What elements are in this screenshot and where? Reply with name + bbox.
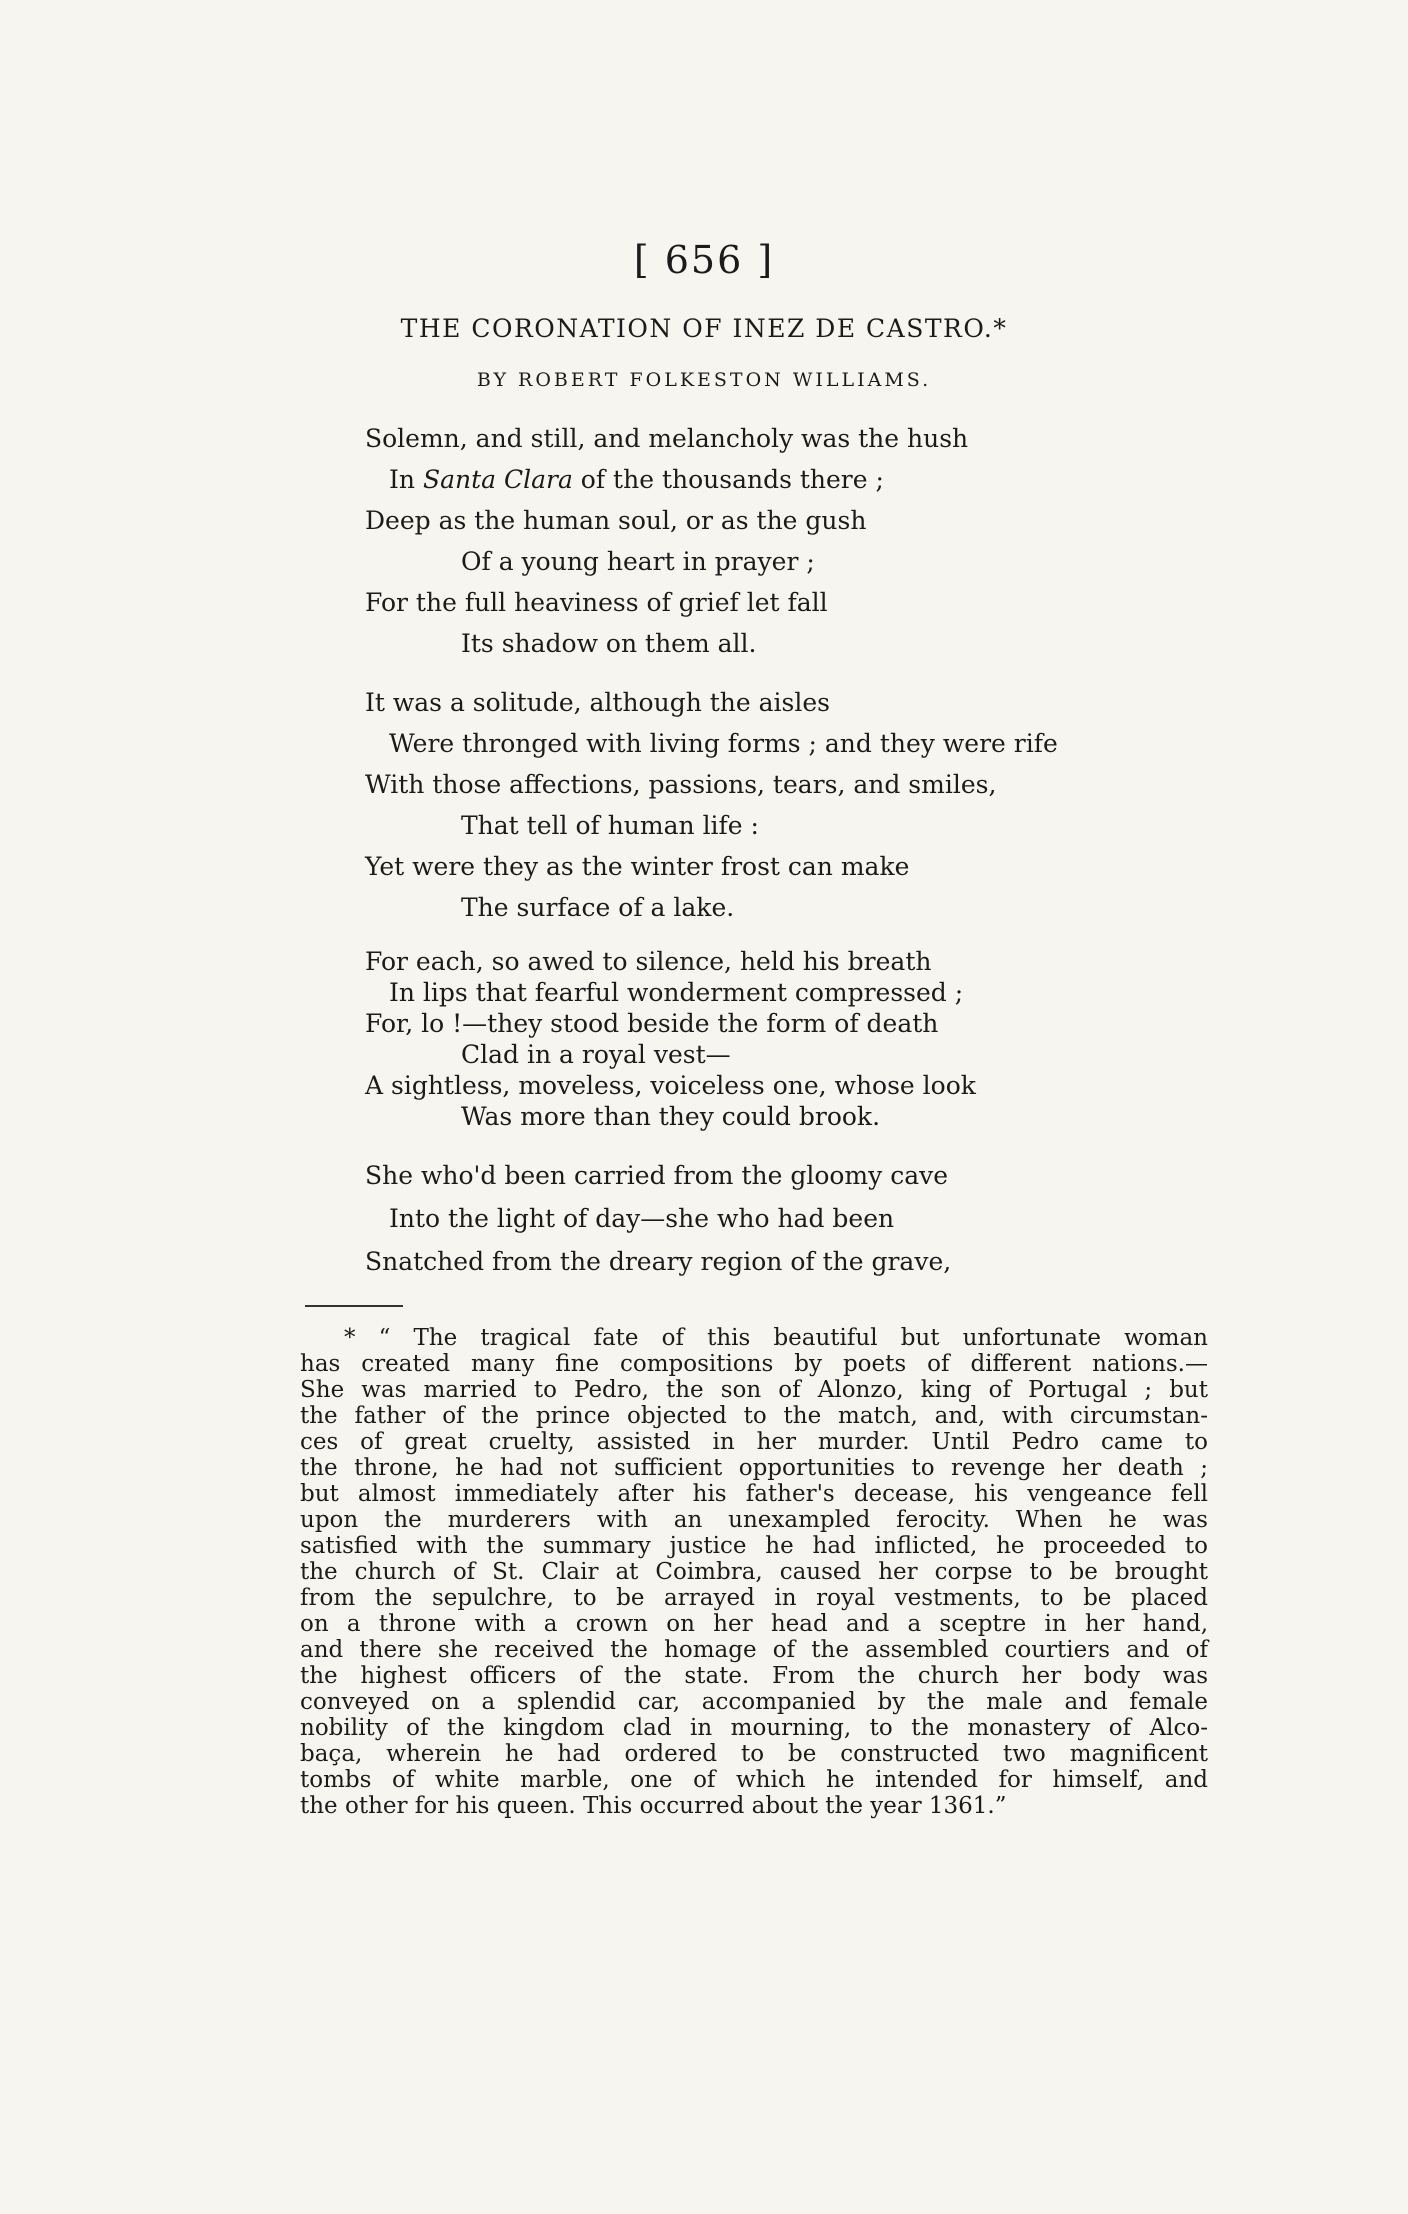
poem-line: Snatched from the dreary region of the grave, xyxy=(365,1247,952,1276)
poem-line: Of a young heart in prayer ; xyxy=(461,547,815,576)
footnote-line: upon the murderers with an unexampled ferocity. When he was xyxy=(300,1507,1208,1533)
poem-line: In Santa Clara of the thousands there ; xyxy=(389,465,884,494)
stanza-3 xyxy=(365,946,1185,1132)
footnote-line: has created many fine compositions by poets of different nations.— xyxy=(300,1351,1208,1377)
footnote-line: the church of St. Clair at Coimbra, caused her corpse to be brought xyxy=(300,1559,1208,1585)
poem-line: It was a solitude, although the aisles xyxy=(365,688,831,717)
poem-line: For the full heaviness of grief let fall xyxy=(365,588,828,617)
footnote-line: nobility of the kingdom clad in mourning, to the monastery of Alco- xyxy=(300,1715,1208,1741)
footnote-line: baça, wherein he had ordered to be constructed two magnificent xyxy=(300,1741,1208,1767)
poem-title: THE CORONATION OF INEZ DE CASTRO.* xyxy=(400,314,1008,343)
footnote-line: on a throne with a crown on her head and a sceptre in her hand, xyxy=(300,1611,1208,1637)
poem-line: In lips that fearful wonderment compressed ; xyxy=(389,978,964,1007)
poem-body xyxy=(365,418,1185,1301)
poem-line: For each, so awed to silence, held his breath xyxy=(365,947,932,976)
footnote-line: tombs of white marble, one of which he intended for himself, and xyxy=(300,1767,1208,1793)
italic-place-name: Santa Clara xyxy=(422,465,573,494)
page-number: [ 656 ] xyxy=(633,238,775,282)
stanza-4 xyxy=(365,1154,1185,1283)
poem-line: Into the light of day—she who had been xyxy=(389,1204,895,1233)
footnote-line: the throne, he had not sufficient opportunities to revenge her death ; xyxy=(300,1455,1208,1481)
poem-byline: BY ROBERT FOLKESTON WILLIAMS. xyxy=(476,369,932,391)
stanza-2 xyxy=(365,682,1185,928)
poem-line: A sightless, moveless, voiceless one, whose look xyxy=(365,1071,976,1100)
footnote-rule xyxy=(305,1305,403,1307)
poem-line: Solemn, and still, and melancholy was the hush xyxy=(365,424,969,453)
footnote-line: the highest officers of the state. From the church her body was xyxy=(300,1663,1208,1689)
poem-line: For, lo !—they stood beside the form of death xyxy=(365,1009,939,1038)
poem-line: Clad in a royal vest— xyxy=(461,1040,731,1069)
poem-line: The surface of a lake. xyxy=(461,893,735,922)
footnote-line: the father of the prince objected to the match, and, with circumstan- xyxy=(300,1403,1208,1429)
stanza-1 xyxy=(365,418,1185,664)
poem-line: Was more than they could brook. xyxy=(461,1102,881,1131)
poem-line: That tell of human life : xyxy=(461,811,759,840)
poem-line: She who'd been carried from the gloomy cave xyxy=(365,1161,949,1190)
footnote-line: conveyed on a splendid car, accompanied by the male and female xyxy=(300,1689,1208,1715)
poem-line: Were thronged with living forms ; and they were rife xyxy=(389,729,1058,758)
poem-line: Its shadow on them all. xyxy=(461,629,757,658)
footnote-line: the other for his queen. This occurred about the year 1361.” xyxy=(300,1793,1007,1819)
poem-line: Yet were they as the winter frost can make xyxy=(365,852,910,881)
poem-line: With those affections, passions, tears, and smiles, xyxy=(365,770,997,799)
footnote-line: She was married to Pedro, the son of Alonzo, king of Portugal ; but xyxy=(300,1377,1208,1403)
poem-line: Deep as the human soul, or as the gush xyxy=(365,506,867,535)
footnote-line: * “ The tragical fate of this beautiful but unfortunate woman xyxy=(344,1325,1208,1351)
footnote-line: but almost immediately after his father's decease, his vengeance fell xyxy=(300,1481,1208,1507)
footnote-line: and there she received the homage of the assembled courtiers and of xyxy=(300,1637,1208,1663)
footnote-line: satisfied with the summary justice he had inflicted, he proceeded to xyxy=(300,1533,1208,1559)
footnote-line: ces of great cruelty, assisted in her murder. Until Pedro came to xyxy=(300,1429,1208,1455)
footnote xyxy=(300,1325,1208,1819)
footnote-line: from the sepulchre, to be arrayed in royal vestments, to be placed xyxy=(300,1585,1208,1611)
